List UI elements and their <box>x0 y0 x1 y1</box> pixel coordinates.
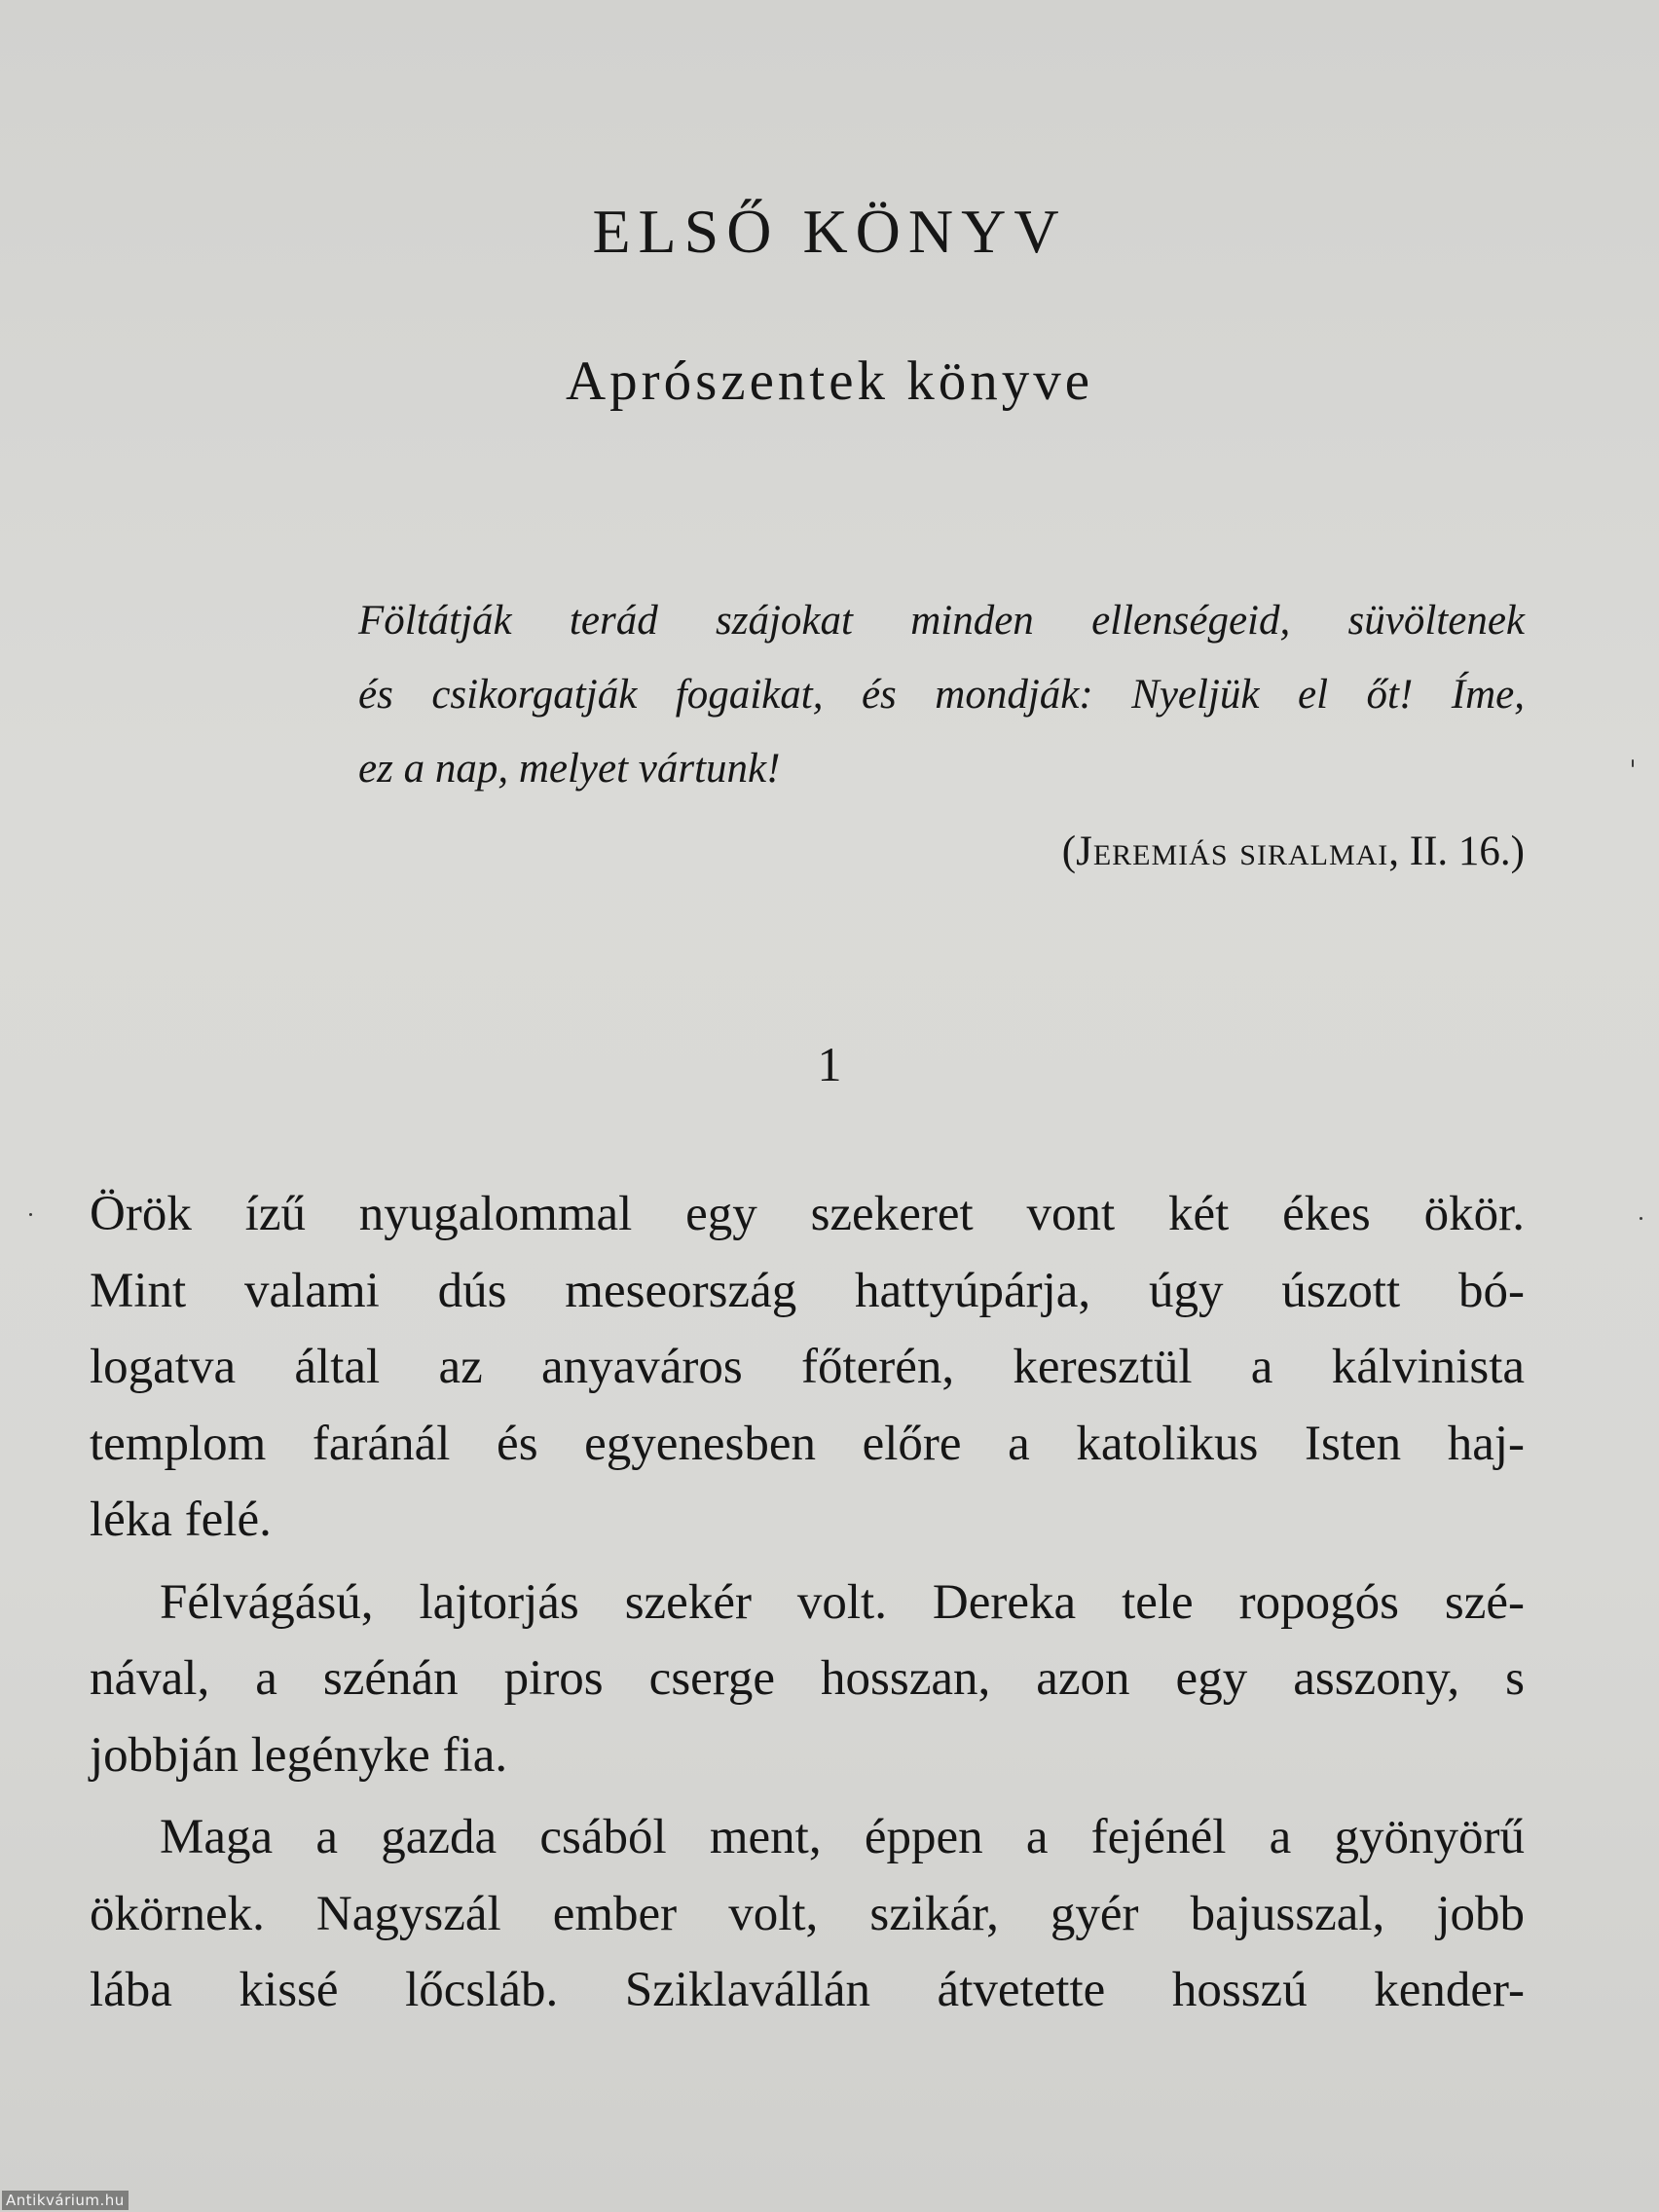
body-line: Mint valami dús meseország hattyúpárja, úgy úszott bó- <box>90 1263 1525 1318</box>
body-line: templom faránál és egyenesben előre a katolikus Isten haj- <box>90 1416 1525 1471</box>
body-line: logatva által az anyaváros főterén, keresztül a kálvinista <box>90 1340 1525 1394</box>
paper-speck <box>29 1213 32 1216</box>
body-line: lába kissé lőcsláb. Sziklavállán átvetette hosszú kender- <box>90 1963 1525 2017</box>
watermark: Antikvárium.hu <box>2 2191 129 2210</box>
body-line: nával, a szénán piros cserge hosszan, azon egy asszony, s <box>90 1651 1525 1706</box>
epigraph-line: és csikorgatják fogaikat, és mondják: Nyeljük el őt! Íme, <box>358 672 1525 718</box>
body-text <box>90 1176 1525 2029</box>
paper-speck <box>1632 759 1634 767</box>
paper-speck <box>1640 1217 1642 1220</box>
body-line: jobbján legényke fia. <box>90 1727 508 1783</box>
citation-reference: , II. 16.) <box>1388 829 1525 874</box>
body-line: Örök ízű nyugalommal egy szekeret vont két ékes ökör. <box>90 1187 1525 1241</box>
book-title: ELSŐ KÖNYV <box>592 197 1067 266</box>
citation-source: Jeremiás siralmai <box>1076 829 1389 874</box>
body-line: Maga a gazda csából ment, éppen a fejénél a gyönyörű <box>160 1810 1525 1864</box>
body-line: ökörnek. Nagyszál ember volt, szikár, gyér bajusszal, jobb <box>90 1886 1525 1941</box>
book-subtitle: Aprószentek könyve <box>565 350 1094 412</box>
epigraph-line: ez a nap, melyet vártunk! <box>358 746 781 792</box>
body-line: Félvágású, lajtorjás szekér volt. Dereka tele ropogós szé- <box>160 1574 1525 1630</box>
chapter-number: 1 <box>817 1037 842 1091</box>
epigraph <box>358 584 1525 806</box>
epigraph-line: Föltátják terád szájokat minden ellenségeid, süvöltenek <box>358 598 1525 644</box>
citation-open: ( <box>1061 829 1077 874</box>
epigraph-citation <box>1062 816 1525 888</box>
body-line: léka felé. <box>90 1493 272 1547</box>
